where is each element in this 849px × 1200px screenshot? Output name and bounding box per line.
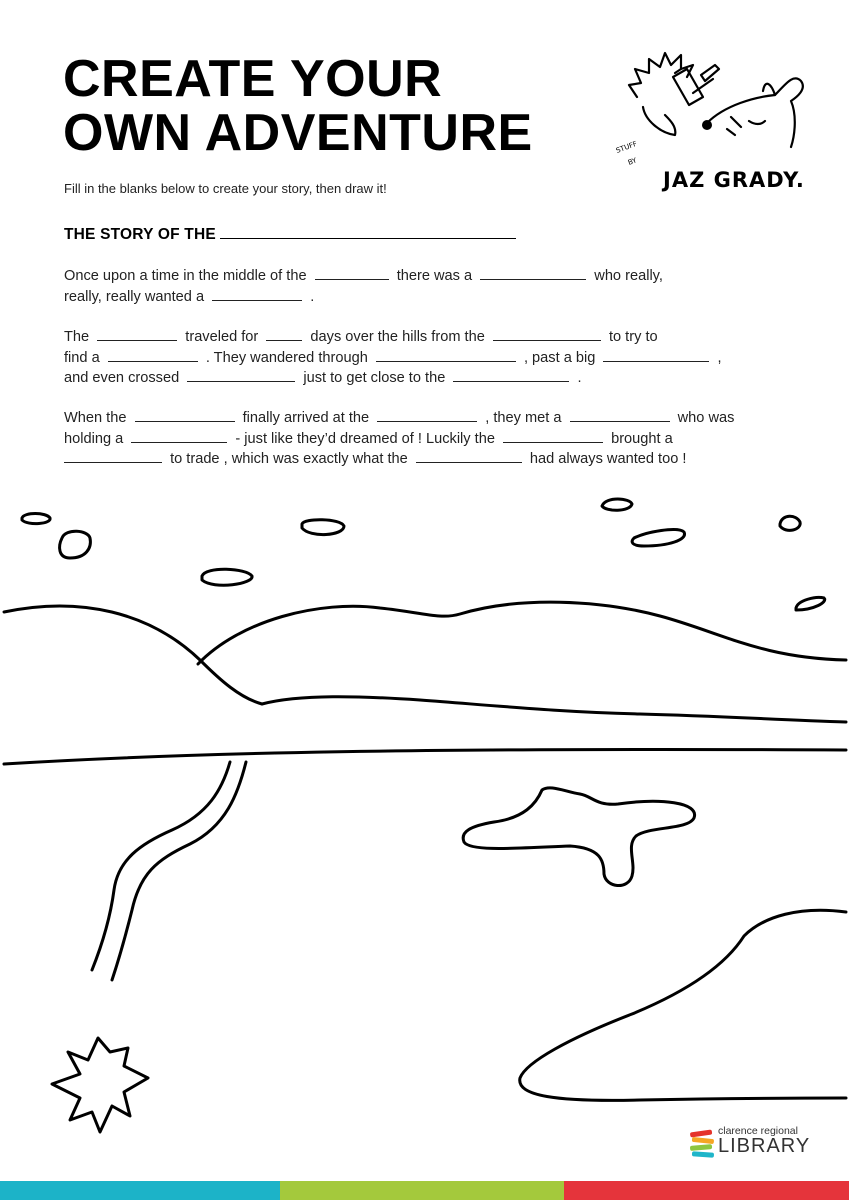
- text-segment: ,: [717, 349, 722, 366]
- paragraph-3-line-3: [64, 449, 794, 470]
- paragraph-2: [64, 327, 794, 389]
- paragraph-2-line-1: [64, 327, 794, 348]
- footer-segment-green: [280, 1181, 564, 1200]
- river-right-bank: [112, 762, 246, 980]
- instructions: Fill in the blanks below to create your story, then draw it!: [64, 181, 387, 196]
- fill-blank[interactable]: [97, 328, 177, 341]
- pond: [463, 788, 694, 886]
- text-segment: .: [577, 370, 582, 386]
- cloud-8: [796, 597, 825, 610]
- fill-blank[interactable]: [503, 430, 603, 443]
- fill-blank[interactable]: [131, 430, 227, 443]
- story-title-label: THE STORY OF THE: [64, 226, 216, 243]
- paragraph-1-line-1: [64, 266, 794, 287]
- text-segment: , they met a: [485, 410, 562, 426]
- text-segment: When the: [64, 410, 127, 426]
- river-left-bank: [92, 762, 230, 970]
- text-segment: had always wanted too !: [529, 451, 687, 467]
- text-segment: finally arrived at the: [242, 410, 370, 426]
- landscape-drawing[interactable]: [0, 480, 849, 1180]
- cloud-2: [60, 531, 91, 558]
- fill-blank[interactable]: [416, 450, 522, 463]
- text-segment: find a: [64, 349, 100, 366]
- fill-blank[interactable]: [315, 267, 389, 280]
- story-title: [64, 224, 516, 244]
- text-segment: days over the hills from the: [310, 329, 485, 345]
- paragraph-2-line-3: [64, 368, 794, 389]
- fill-blank[interactable]: [135, 409, 235, 422]
- fill-blank[interactable]: [453, 369, 569, 382]
- text-segment: - just like they’d dreamed of ! Luckily the: [235, 430, 495, 447]
- text-segment: The: [64, 329, 90, 345]
- footer-segment-teal: [0, 1181, 280, 1200]
- paragraph-3: [64, 408, 794, 470]
- text-segment: traveled for: [185, 329, 259, 345]
- text-segment: who was: [677, 410, 735, 426]
- paragraph-1-line-2: [64, 287, 794, 308]
- text-segment: holding a: [64, 430, 124, 447]
- fill-blank[interactable]: [376, 349, 516, 362]
- fill-blank[interactable]: [570, 409, 670, 422]
- library-books-icon: [688, 1125, 716, 1159]
- hill-middle: [198, 602, 846, 664]
- hill-base: [262, 697, 846, 722]
- story-title-blank[interactable]: [220, 224, 516, 239]
- text-segment: . They wandered through: [205, 349, 368, 366]
- cloud-1: [22, 514, 50, 524]
- fill-blank[interactable]: [493, 328, 601, 341]
- cloud-5: [602, 499, 632, 510]
- horizon-line: [4, 750, 846, 764]
- text-segment: just to get close to the: [303, 370, 446, 386]
- text-segment: who really,: [594, 268, 663, 284]
- fill-blank[interactable]: [187, 369, 295, 382]
- lake: [520, 910, 846, 1100]
- cloud-4: [202, 569, 252, 585]
- artist-name: JAZ GRADY.: [663, 168, 805, 192]
- text-segment: to try to: [608, 329, 658, 345]
- fill-blank[interactable]: [108, 349, 198, 362]
- jaz-grady-credit-illustration: [615, 35, 815, 200]
- by-label: BY: [626, 156, 638, 167]
- text-segment: Once upon a time in the middle of the: [64, 268, 307, 284]
- footer-segment-red: [564, 1181, 849, 1200]
- star-shape: [52, 1038, 148, 1132]
- page-title: [63, 52, 533, 160]
- logo-small-text: clarence regional: [718, 1125, 798, 1137]
- cloud-7: [780, 516, 800, 530]
- title-line-2: OWN ADVENTURE: [63, 104, 533, 162]
- fill-blank[interactable]: [212, 288, 302, 301]
- text-segment: .: [310, 288, 315, 305]
- fill-blank[interactable]: [377, 409, 477, 422]
- hill-left: [4, 606, 262, 704]
- text-segment: , past a big: [523, 349, 596, 366]
- fill-blank[interactable]: [266, 328, 302, 341]
- footer-color-bar: [0, 1181, 849, 1200]
- fill-blank[interactable]: [603, 349, 709, 362]
- text-segment: brought a: [611, 430, 673, 447]
- paragraph-2-line-2: [64, 348, 794, 369]
- fill-blank[interactable]: [64, 450, 162, 463]
- paragraph-3-line-1: [64, 408, 794, 429]
- text-segment: really, really wanted a: [64, 288, 205, 305]
- stuff-label: STUFF: [615, 139, 639, 155]
- title-line-1: CREATE YOUR: [63, 50, 443, 108]
- logo-big-text: LIBRARY: [718, 1135, 811, 1157]
- text-segment: there was a: [396, 268, 473, 284]
- clarence-regional-library-logo: [688, 1125, 813, 1159]
- paragraph-1: [64, 266, 794, 307]
- cloud-6: [632, 530, 684, 546]
- paragraph-3-line-2: [64, 429, 794, 450]
- text-segment: to trade , which was exactly what the: [170, 451, 408, 467]
- cloud-3: [302, 520, 344, 535]
- fill-blank[interactable]: [480, 267, 586, 280]
- text-segment: and even crossed: [64, 370, 180, 386]
